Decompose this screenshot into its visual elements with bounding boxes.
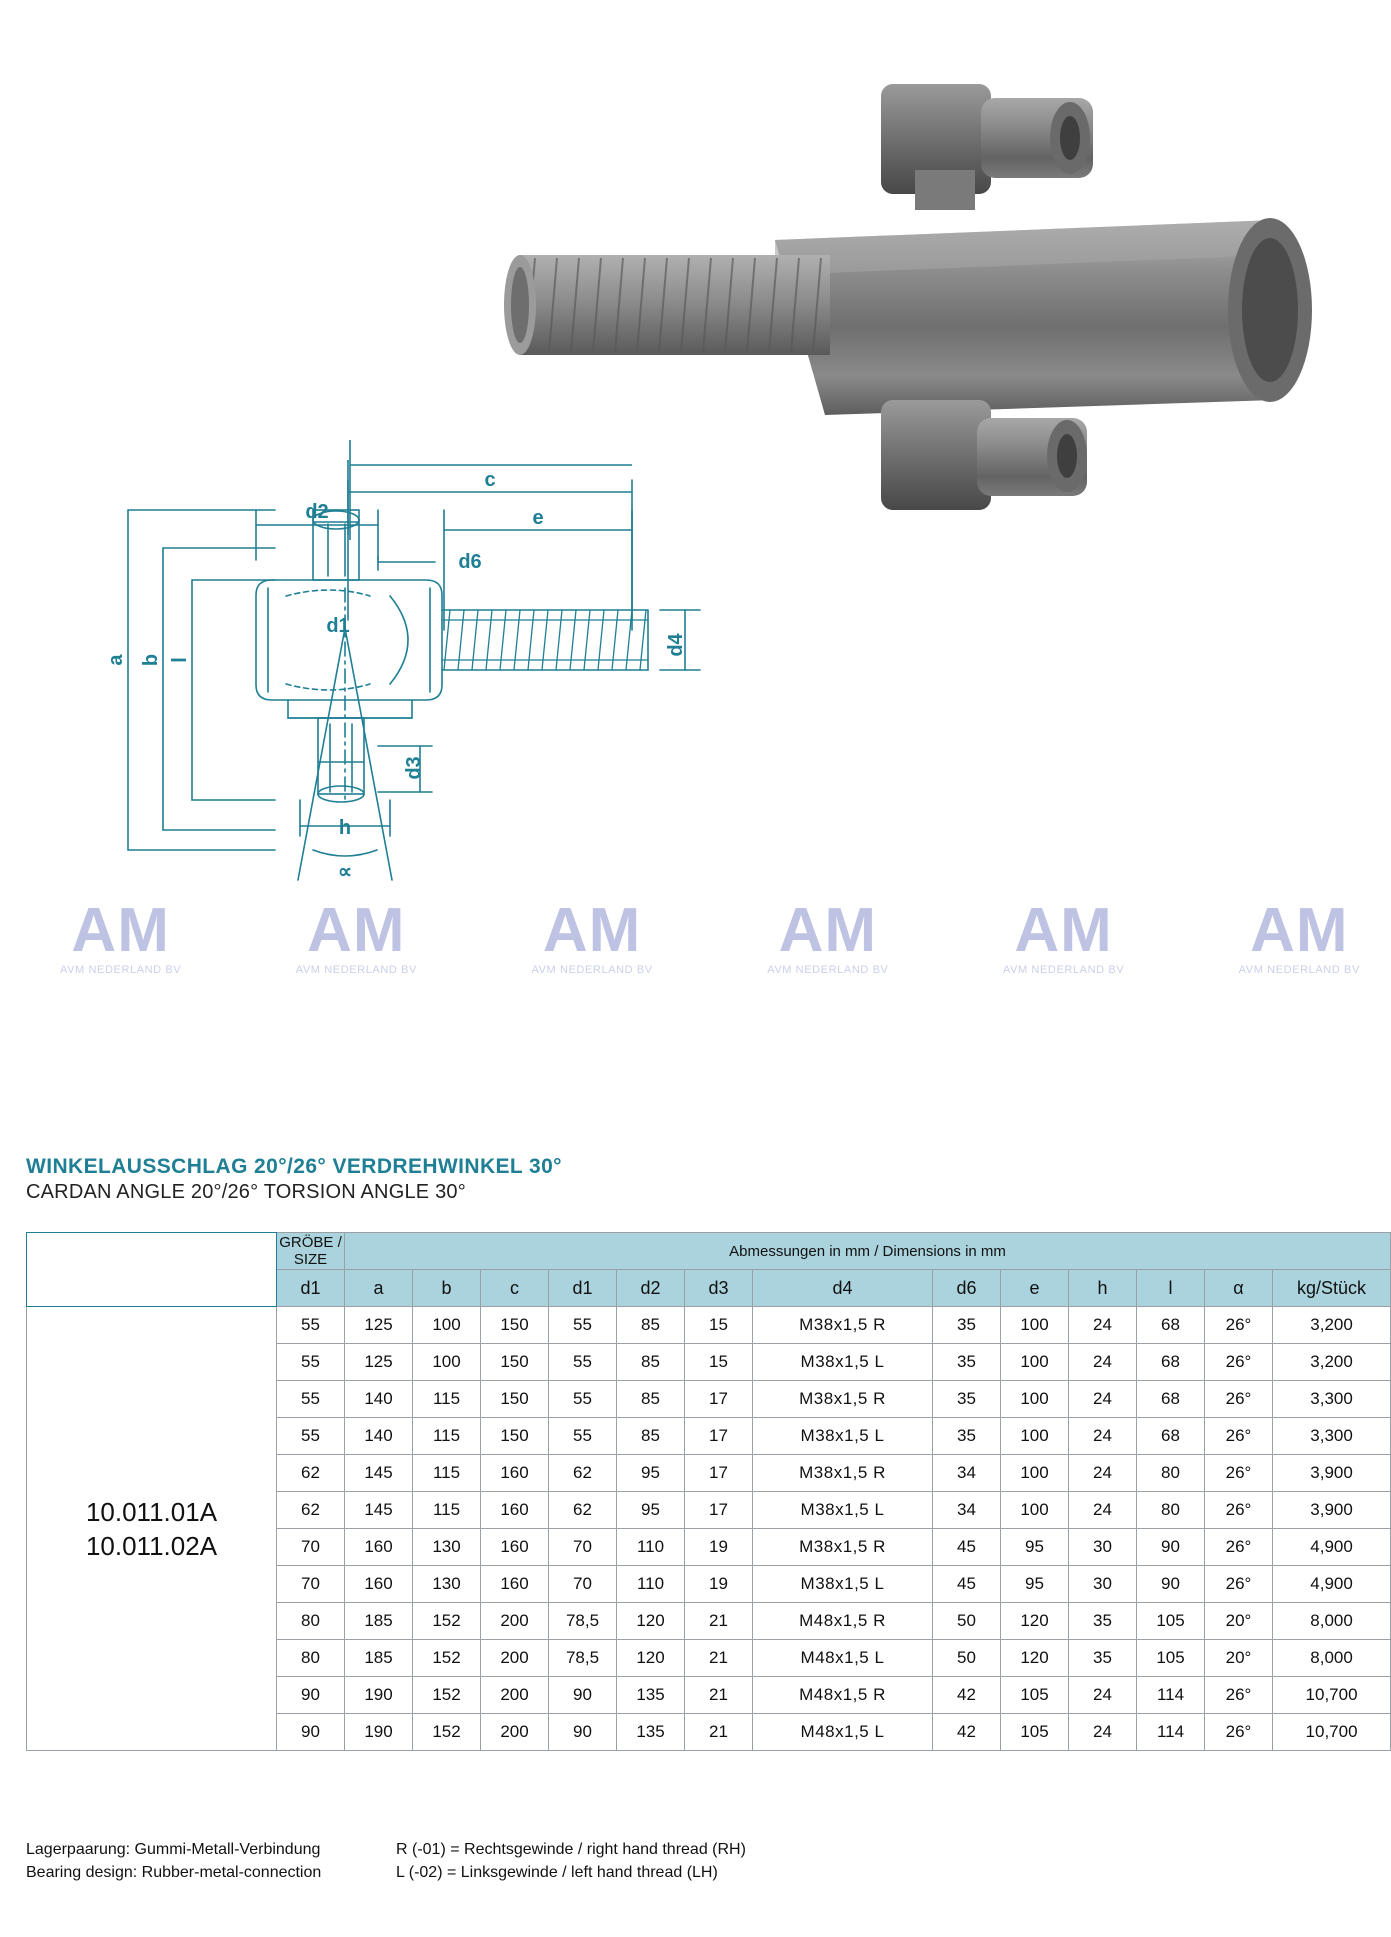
cell-d3: 21 xyxy=(685,1714,753,1751)
cell-alpha: 26° xyxy=(1205,1529,1273,1566)
cell-weight: 3,200 xyxy=(1273,1307,1391,1344)
label-d2: d2 xyxy=(305,501,329,523)
cell-b: 130 xyxy=(413,1566,481,1603)
cell-d6: 35 xyxy=(933,1344,1001,1381)
cell-d3: 17 xyxy=(685,1418,753,1455)
watermark-logo: AM xyxy=(778,896,878,965)
cell-weight: 3,900 xyxy=(1273,1455,1391,1492)
cell-e: 100 xyxy=(1001,1418,1069,1455)
label-e: e xyxy=(532,507,544,529)
footnote-thread-lh: L (-02) = Linksgewinde / left hand thread (LH) xyxy=(396,1864,718,1881)
cell-d1: 70 xyxy=(277,1529,345,1566)
cell-b: 130 xyxy=(413,1529,481,1566)
cell-d2: 95 xyxy=(617,1492,685,1529)
cell-d1b: 55 xyxy=(549,1418,617,1455)
footnote-bearing-en: Bearing design: Rubber-metal-connection xyxy=(26,1864,322,1881)
watermark-logo: AM xyxy=(1014,896,1113,965)
cell-d3: 17 xyxy=(685,1381,753,1418)
cell-e: 100 xyxy=(1001,1455,1069,1492)
cell-l: 80 xyxy=(1137,1492,1205,1529)
cell-e: 105 xyxy=(1001,1714,1069,1751)
cell-l: 90 xyxy=(1137,1529,1205,1566)
cell-weight: 8,000 xyxy=(1273,1603,1391,1640)
cell-d6: 35 xyxy=(933,1381,1001,1418)
col-head-alpha: α xyxy=(1205,1270,1273,1307)
technical-drawing xyxy=(60,469,940,1130)
heading-german: WINKELAUSSCHLAG 20°/26° VERDREHWINKEL 30° xyxy=(26,1155,562,1178)
photo-body xyxy=(775,218,1312,415)
cell-d1: 70 xyxy=(277,1566,345,1603)
col-head-a: a xyxy=(345,1270,413,1307)
cell-e: 120 xyxy=(1001,1640,1069,1677)
cell-h: 30 xyxy=(1069,1566,1137,1603)
cell-e: 100 xyxy=(1001,1307,1069,1344)
label-d3: d3 xyxy=(403,756,425,780)
cell-e: 105 xyxy=(1001,1677,1069,1714)
cell-c: 200 xyxy=(481,1640,549,1677)
cell-l: 105 xyxy=(1137,1603,1205,1640)
cell-d1b: 55 xyxy=(549,1307,617,1344)
cell-d2: 85 xyxy=(617,1418,685,1455)
cell-d1b: 90 xyxy=(549,1714,617,1751)
cell-h: 24 xyxy=(1069,1344,1137,1381)
col-head-d6: d6 xyxy=(933,1270,1001,1307)
cell-l: 68 xyxy=(1137,1344,1205,1381)
label-a: a xyxy=(105,654,127,666)
cell-d1: 80 xyxy=(277,1603,345,1640)
cell-alpha: 26° xyxy=(1205,1418,1273,1455)
cell-b: 115 xyxy=(413,1381,481,1418)
cell-d4: M48x1,5 L xyxy=(753,1714,933,1751)
cell-a: 125 xyxy=(345,1307,413,1344)
cell-d1b: 70 xyxy=(549,1566,617,1603)
photo-lower-pin xyxy=(881,400,1087,510)
cell-b: 152 xyxy=(413,1640,481,1677)
cell-c: 160 xyxy=(481,1529,549,1566)
cell-a: 160 xyxy=(345,1529,413,1566)
cell-d2: 85 xyxy=(617,1381,685,1418)
cell-d4: M38x1,5 L xyxy=(753,1492,933,1529)
cell-b: 115 xyxy=(413,1418,481,1455)
cell-d1: 90 xyxy=(277,1677,345,1714)
cell-b: 115 xyxy=(413,1455,481,1492)
spec-table-wrap xyxy=(26,1232,1367,1751)
col-head-d4: d4 xyxy=(753,1270,933,1307)
cell-l: 68 xyxy=(1137,1418,1205,1455)
cell-d3: 17 xyxy=(685,1455,753,1492)
cell-c: 160 xyxy=(481,1492,549,1529)
cell-alpha: 26° xyxy=(1205,1307,1273,1344)
col-head-d3: d3 xyxy=(685,1270,753,1307)
cell-d4: M38x1,5 R xyxy=(753,1455,933,1492)
cell-b: 100 xyxy=(413,1344,481,1381)
cell-alpha: 26° xyxy=(1205,1677,1273,1714)
cell-c: 160 xyxy=(481,1566,549,1603)
cell-a: 145 xyxy=(345,1455,413,1492)
cell-l: 90 xyxy=(1137,1566,1205,1603)
cell-a: 185 xyxy=(345,1603,413,1640)
col-head-b: b xyxy=(413,1270,481,1307)
part-number-line2: 10.011.02A xyxy=(85,1530,218,1561)
cell-a: 140 xyxy=(345,1418,413,1455)
cell-weight: 3,200 xyxy=(1273,1344,1391,1381)
col-head-weight: kg/Stück xyxy=(1273,1270,1391,1307)
cell-c: 160 xyxy=(481,1455,549,1492)
cell-e: 95 xyxy=(1001,1566,1069,1603)
cell-weight: 3,300 xyxy=(1273,1418,1391,1455)
col-head-h: h xyxy=(1069,1270,1137,1307)
cell-d2: 110 xyxy=(617,1566,685,1603)
watermark-text: AVM NEDERLAND BV xyxy=(60,964,182,976)
label-d4: d4 xyxy=(665,633,687,657)
section-heading xyxy=(26,1155,926,1204)
label-d6: d6 xyxy=(458,551,482,573)
cell-d1b: 70 xyxy=(549,1529,617,1566)
watermark xyxy=(1238,896,1360,976)
footnotes xyxy=(26,1838,1226,1884)
cell-c: 150 xyxy=(481,1418,549,1455)
cell-d2: 85 xyxy=(617,1344,685,1381)
label-d1: d1 xyxy=(326,615,350,637)
cell-h: 24 xyxy=(1069,1677,1137,1714)
cell-d3: 19 xyxy=(685,1529,753,1566)
label-l: l xyxy=(169,657,191,663)
cell-d3: 15 xyxy=(685,1344,753,1381)
cell-d1b: 55 xyxy=(549,1381,617,1418)
cell-weight: 3,900 xyxy=(1273,1492,1391,1529)
cell-d4: M38x1,5 R xyxy=(753,1529,933,1566)
cell-d1b: 62 xyxy=(549,1492,617,1529)
cell-a: 140 xyxy=(345,1381,413,1418)
cell-h: 24 xyxy=(1069,1418,1137,1455)
cell-h: 24 xyxy=(1069,1714,1137,1751)
cell-d4: M38x1,5 L xyxy=(753,1418,933,1455)
cell-a: 160 xyxy=(345,1566,413,1603)
cell-h: 24 xyxy=(1069,1492,1137,1529)
cell-d6: 42 xyxy=(933,1714,1001,1751)
cell-l: 68 xyxy=(1137,1307,1205,1344)
cell-alpha: 26° xyxy=(1205,1455,1273,1492)
watermark-text: AVM NEDERLAND BV xyxy=(767,964,889,976)
cell-alpha: 26° xyxy=(1205,1344,1273,1381)
cell-l: 114 xyxy=(1137,1714,1205,1751)
cell-d1b: 62 xyxy=(549,1455,617,1492)
cell-weight: 4,900 xyxy=(1273,1566,1391,1603)
cell-d4: M48x1,5 L xyxy=(753,1640,933,1677)
cell-a: 190 xyxy=(345,1714,413,1751)
cell-d6: 45 xyxy=(933,1529,1001,1566)
cell-b: 115 xyxy=(413,1492,481,1529)
col-head-d1: d1 xyxy=(277,1270,345,1307)
watermark-logo: AM xyxy=(542,896,642,965)
label-c: c xyxy=(484,469,496,491)
col-head-d1b: d1 xyxy=(549,1270,617,1307)
cell-alpha: 20° xyxy=(1205,1640,1273,1677)
cell-c: 150 xyxy=(481,1344,549,1381)
cell-d4: M38x1,5 L xyxy=(753,1344,933,1381)
heading-english: CARDAN ANGLE 20°/26° TORSION ANGLE 30° xyxy=(26,1181,466,1203)
cell-e: 95 xyxy=(1001,1529,1069,1566)
cell-d4: M38x1,5 R xyxy=(753,1381,933,1418)
cell-d1: 80 xyxy=(277,1640,345,1677)
cell-c: 150 xyxy=(481,1381,549,1418)
cell-d1b: 55 xyxy=(549,1344,617,1381)
cell-h: 24 xyxy=(1069,1381,1137,1418)
table-corner xyxy=(27,1233,277,1307)
part-number-cell xyxy=(27,1307,277,1751)
cell-d2: 135 xyxy=(617,1677,685,1714)
cell-c: 200 xyxy=(481,1714,549,1751)
cell-d6: 50 xyxy=(933,1603,1001,1640)
cell-b: 100 xyxy=(413,1307,481,1344)
cell-weight: 8,000 xyxy=(1273,1640,1391,1677)
watermark-logo: AM xyxy=(307,896,406,965)
table-header-top xyxy=(27,1233,1391,1270)
cell-h: 35 xyxy=(1069,1640,1137,1677)
cell-d6: 42 xyxy=(933,1677,1001,1714)
watermark xyxy=(1002,896,1125,976)
cell-d6: 35 xyxy=(933,1418,1001,1455)
cell-d3: 21 xyxy=(685,1640,753,1677)
cell-d6: 34 xyxy=(933,1492,1001,1529)
col-head-l: l xyxy=(1137,1270,1205,1307)
dimensions-label: Abmessungen in mm / Dimensions in mm xyxy=(345,1233,1391,1270)
label-b: b xyxy=(140,653,162,667)
photo-upper-pin xyxy=(881,84,1093,210)
spec-table xyxy=(26,1232,1391,1751)
cell-d1b: 90 xyxy=(549,1677,617,1714)
cell-h: 30 xyxy=(1069,1529,1137,1566)
table-row xyxy=(27,1307,1391,1344)
cell-d2: 110 xyxy=(617,1529,685,1566)
cell-d2: 95 xyxy=(617,1455,685,1492)
cell-d1: 55 xyxy=(277,1344,345,1381)
cell-d4: M38x1,5 R xyxy=(753,1307,933,1344)
cell-e: 100 xyxy=(1001,1381,1069,1418)
cell-h: 24 xyxy=(1069,1455,1137,1492)
cell-alpha: 20° xyxy=(1205,1603,1273,1640)
cell-l: 114 xyxy=(1137,1677,1205,1714)
cell-alpha: 26° xyxy=(1205,1566,1273,1603)
cell-weight: 3,300 xyxy=(1273,1381,1391,1418)
watermark-text: AVM NEDERLAND BV xyxy=(1002,964,1125,976)
cell-a: 145 xyxy=(345,1492,413,1529)
label-alpha: ∝ xyxy=(337,861,353,883)
cell-alpha: 26° xyxy=(1205,1492,1273,1529)
cell-d3: 21 xyxy=(685,1677,753,1714)
cell-d4: M38x1,5 L xyxy=(753,1566,933,1603)
watermark-text: AVM NEDERLAND BV xyxy=(1238,964,1360,976)
watermark-text: AVM NEDERLAND BV xyxy=(531,964,653,976)
cell-d4: M48x1,5 R xyxy=(753,1677,933,1714)
cell-d3: 17 xyxy=(685,1492,753,1529)
cell-d6: 34 xyxy=(933,1455,1001,1492)
cell-a: 125 xyxy=(345,1344,413,1381)
cell-d4: M48x1,5 R xyxy=(753,1603,933,1640)
col-head-d2: d2 xyxy=(617,1270,685,1307)
cell-l: 105 xyxy=(1137,1640,1205,1677)
watermark-text: AVM NEDERLAND BV xyxy=(295,964,417,976)
cell-d1: 62 xyxy=(277,1492,345,1529)
label-h: h xyxy=(338,817,352,839)
footnote-thread-rh: R (-01) = Rechtsgewinde / right hand thread (RH) xyxy=(396,1841,746,1858)
cell-alpha: 26° xyxy=(1205,1714,1273,1751)
cell-d3: 19 xyxy=(685,1566,753,1603)
cell-d6: 45 xyxy=(933,1566,1001,1603)
cell-c: 200 xyxy=(481,1603,549,1640)
cell-e: 100 xyxy=(1001,1492,1069,1529)
watermark-logo: AM xyxy=(1250,896,1349,965)
part-number-line1: 10.011.01A xyxy=(85,1496,218,1527)
cell-d3: 15 xyxy=(685,1307,753,1344)
cell-d2: 85 xyxy=(617,1307,685,1344)
cell-b: 152 xyxy=(413,1714,481,1751)
cell-d2: 120 xyxy=(617,1640,685,1677)
cell-h: 35 xyxy=(1069,1603,1137,1640)
cell-d3: 21 xyxy=(685,1603,753,1640)
cell-d1b: 78,5 xyxy=(549,1640,617,1677)
cell-d1: 55 xyxy=(277,1381,345,1418)
cell-weight: 4,900 xyxy=(1273,1529,1391,1566)
cell-d1b: 78,5 xyxy=(549,1603,617,1640)
cell-l: 80 xyxy=(1137,1455,1205,1492)
cell-d1: 90 xyxy=(277,1714,345,1751)
cell-d2: 135 xyxy=(617,1714,685,1751)
size-label: GRÖBE / SIZE xyxy=(277,1233,345,1270)
cell-a: 185 xyxy=(345,1640,413,1677)
cell-d1: 55 xyxy=(277,1418,345,1455)
watermark-logo: AM xyxy=(71,896,170,965)
cell-d6: 50 xyxy=(933,1640,1001,1677)
footnote-bearing-de: Lagerpaarung: Gummi-Metall-Verbindung xyxy=(26,1841,321,1858)
cell-alpha: 26° xyxy=(1205,1381,1273,1418)
cell-a: 190 xyxy=(345,1677,413,1714)
cell-c: 200 xyxy=(481,1677,549,1714)
cell-e: 120 xyxy=(1001,1603,1069,1640)
cell-d1: 55 xyxy=(277,1307,345,1344)
cell-d6: 35 xyxy=(933,1307,1001,1344)
cell-d2: 120 xyxy=(617,1603,685,1640)
photo-thread xyxy=(504,255,830,355)
cell-h: 24 xyxy=(1069,1307,1137,1344)
cell-l: 68 xyxy=(1137,1381,1205,1418)
cell-d1: 62 xyxy=(277,1455,345,1492)
cell-e: 100 xyxy=(1001,1344,1069,1381)
cell-c: 150 xyxy=(481,1307,549,1344)
cell-b: 152 xyxy=(413,1603,481,1640)
col-head-c: c xyxy=(481,1270,549,1307)
cell-weight: 10,700 xyxy=(1273,1677,1391,1714)
cell-weight: 10,700 xyxy=(1273,1714,1391,1751)
cell-b: 152 xyxy=(413,1677,481,1714)
col-head-e: e xyxy=(1001,1270,1069,1307)
